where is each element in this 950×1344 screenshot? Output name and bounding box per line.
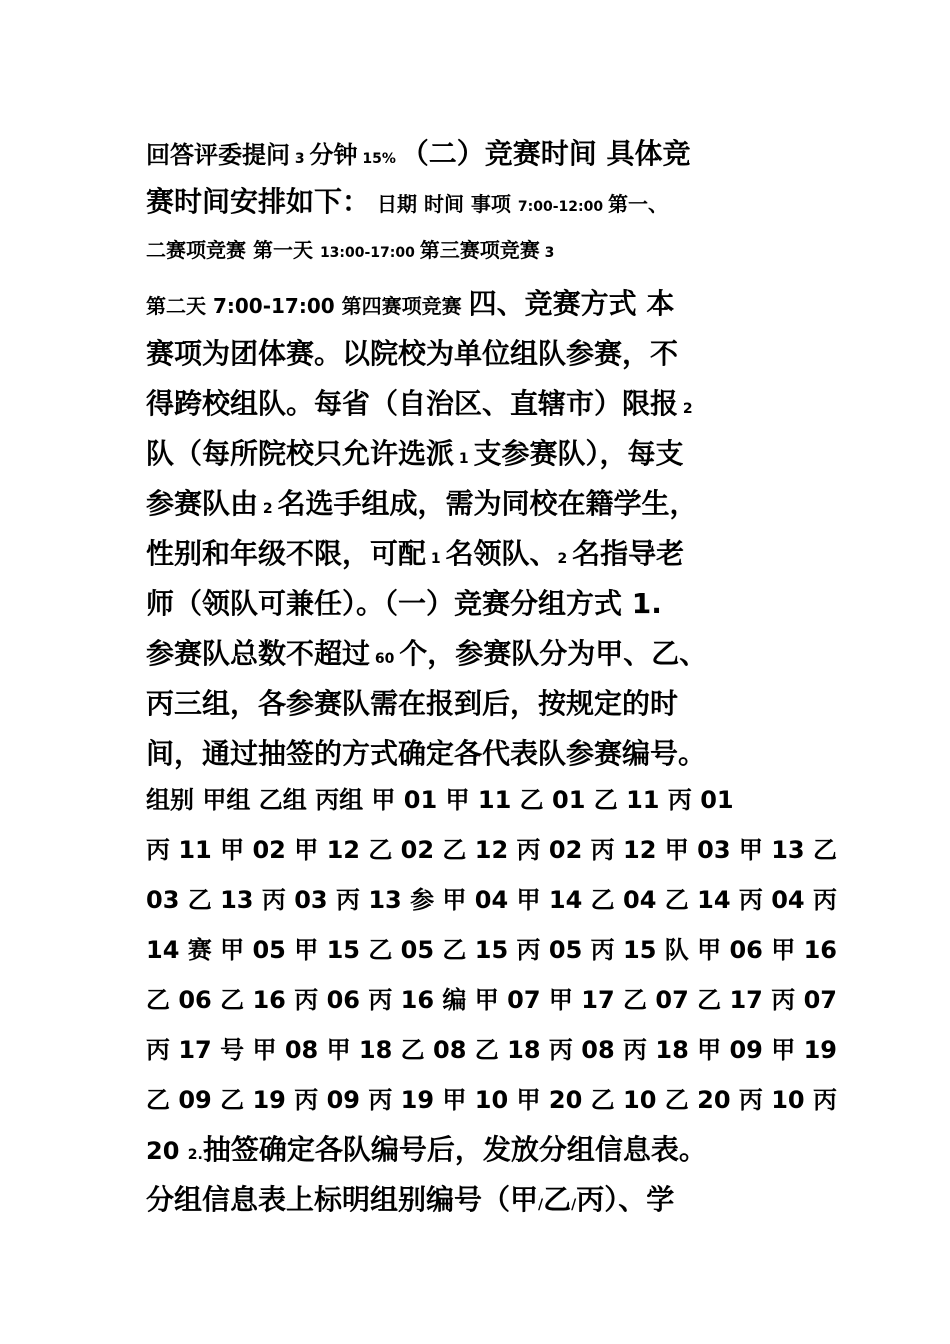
text-segment: 名指导老 bbox=[572, 537, 685, 570]
text-segment: 60 bbox=[370, 651, 400, 667]
text-segment: 二赛项竞赛 第一天 bbox=[146, 238, 320, 262]
text-segment: 日期 时间 事项 bbox=[370, 192, 518, 216]
text-line bbox=[146, 382, 693, 422]
text-segment: 乙 09 乙 19 丙 09 丙 19 甲 10 甲 20 乙 10 乙 20 丙 10 丙 bbox=[146, 1086, 837, 1114]
text-segment: 2 bbox=[678, 401, 693, 417]
text-segment: 抽签确定各队编号后，发放分组信息表。 bbox=[202, 1133, 707, 1166]
text-segment: 分组信息表上标明组别编号（甲 bbox=[146, 1183, 539, 1216]
text-segment: 个，参赛队分为甲、乙、 bbox=[399, 637, 708, 670]
text-segment: 参赛队由 bbox=[146, 487, 259, 520]
text-line bbox=[146, 880, 837, 915]
text-segment: 四、竞赛方式 本 bbox=[468, 287, 675, 320]
text-segment: 支参赛队），每支 bbox=[473, 437, 684, 470]
text-segment: 丙）、学 bbox=[576, 1183, 675, 1216]
text-segment: 乙 bbox=[543, 1183, 572, 1216]
text-segment: / bbox=[538, 1197, 544, 1213]
text-segment: 第一、 bbox=[607, 192, 668, 216]
text-segment: 3 bbox=[539, 245, 555, 261]
text-line bbox=[146, 432, 684, 472]
text-line bbox=[146, 180, 668, 220]
text-segment: 20 bbox=[146, 1137, 188, 1165]
text-line bbox=[146, 1030, 837, 1065]
text-line bbox=[146, 830, 837, 865]
text-line bbox=[146, 1128, 707, 1168]
text-line bbox=[146, 582, 662, 622]
text-segment: 队（每所院校只允许选派 bbox=[146, 437, 455, 470]
text-segment: 第二天 7:00-17:00 第四赛项竞赛 bbox=[146, 294, 469, 318]
text-line bbox=[146, 234, 554, 263]
text-segment: 第三赛项竞赛 bbox=[419, 238, 540, 262]
text-segment: 丙 17 号 甲 08 甲 18 乙 08 乙 18 丙 08 丙 18 甲 09 甲 19 bbox=[146, 1036, 837, 1064]
text-segment: 参赛队总数不超过 bbox=[146, 637, 371, 670]
text-segment: 分钟 bbox=[309, 141, 358, 169]
text-segment: 赛项为团体赛。以院校为单位组队参赛，不 bbox=[146, 337, 679, 370]
text-segment: 赛时间安排如下： bbox=[146, 185, 371, 218]
text-segment: 13:00-17:00 bbox=[319, 245, 420, 261]
text-line bbox=[146, 682, 678, 722]
text-line bbox=[146, 482, 698, 522]
text-line bbox=[146, 282, 674, 322]
text-line bbox=[146, 632, 707, 672]
text-segment: （二）竞赛时间 具体竞 bbox=[400, 137, 691, 170]
text-segment: 3 bbox=[290, 151, 310, 167]
text-segment: 名领队、 bbox=[445, 537, 558, 570]
text-line bbox=[146, 1178, 674, 1218]
text-segment: 15% bbox=[357, 151, 401, 167]
text-segment: 2 bbox=[258, 501, 278, 517]
text-segment: 1 bbox=[454, 451, 474, 467]
text-line bbox=[146, 780, 734, 815]
text-segment: 丙 11 甲 02 甲 12 乙 02 乙 12 丙 02 丙 12 甲 03 甲 13 乙 bbox=[146, 836, 837, 864]
text-segment: 回答评委提问 bbox=[146, 141, 290, 169]
text-line bbox=[146, 332, 678, 372]
text-line bbox=[146, 532, 684, 572]
text-segment: 2. bbox=[187, 1147, 203, 1163]
text-segment: 师（领队可兼任）。（一）竞赛分组方式 1. bbox=[146, 587, 662, 620]
text-segment: 性别和年级不限，可配 bbox=[146, 537, 427, 570]
text-line bbox=[146, 930, 837, 965]
text-segment: 14 赛 甲 05 甲 15 乙 05 乙 15 丙 05 丙 15 队 甲 06 甲 16 bbox=[146, 936, 837, 964]
text-segment: 2 bbox=[557, 551, 573, 567]
text-segment: 间，通过抽签的方式确定各代表队参赛编号。 bbox=[146, 737, 707, 770]
text-line bbox=[146, 980, 837, 1015]
text-segment: 1 bbox=[426, 551, 446, 567]
text-segment: 得跨校组队。每省（自治区、直辖市）限报 bbox=[146, 387, 679, 420]
text-line bbox=[146, 732, 706, 772]
text-line bbox=[146, 1080, 837, 1115]
text-segment: / bbox=[571, 1197, 577, 1213]
text-segment: 7:00-12:00 bbox=[517, 199, 608, 215]
text-segment: 乙 06 乙 16 丙 06 丙 16 编 甲 07 甲 17 乙 07 乙 17 丙 07 bbox=[146, 986, 837, 1014]
text-segment: 组别 甲组 乙组 丙组 甲 01 甲 11 乙 01 乙 11 丙 01 bbox=[146, 786, 734, 814]
text-segment: 名选手组成，需为同校在籍学生， bbox=[277, 487, 698, 520]
text-segment: 03 乙 13 丙 03 丙 13 参 甲 04 甲 14 乙 04 乙 14 丙 04 丙 bbox=[146, 886, 837, 914]
text-line bbox=[146, 132, 691, 172]
text-segment: 丙三组，各参赛队需在报到后，按规定的时 bbox=[146, 687, 679, 720]
